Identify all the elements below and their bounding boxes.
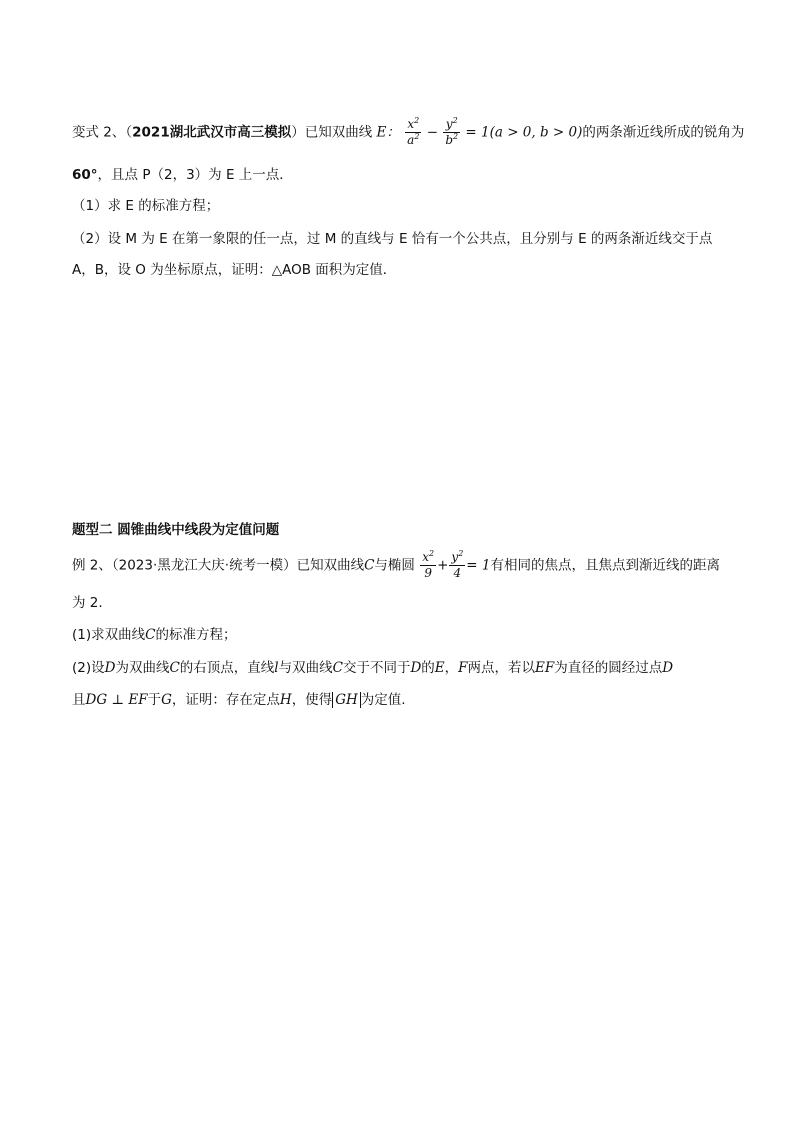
- q2-text: 与双曲线: [278, 660, 333, 676]
- frac-den: a: [407, 133, 415, 147]
- variant2-intro: ）已知双曲线: [291, 124, 373, 141]
- q2-var: E: [434, 660, 445, 676]
- q3-var: DG ⊥ EF: [85, 692, 148, 708]
- example2-prefix: 例 2、（2023·黑龙江大庆·统考一模）已知双曲线: [72, 557, 365, 574]
- variant2-eq-tail: = 1(a > 0, b > 0): [465, 124, 583, 141]
- variant2-prefix: 变式 2、（: [72, 124, 133, 141]
- variant2-question2-line2: A，B，设 O 为坐标原点，证明：△AOB 面积为定值．: [72, 262, 397, 278]
- q3-var: GH: [335, 692, 358, 708]
- q3-text: ，证明：存在定点: [171, 692, 280, 708]
- example2-line2: 为 2.: [72, 595, 103, 611]
- variant2-frac-x: $\frac{x^2}{a^2}$: [407, 116, 420, 147]
- plus-sign: +: [437, 557, 449, 574]
- variant2-frac-y: $\frac{y^2}{b^2}$: [445, 116, 459, 147]
- q2-text: 的: [421, 660, 435, 676]
- variant2-source: 2021湖北武汉市高三模拟: [132, 124, 292, 141]
- q2-text: ，: [444, 660, 459, 676]
- q2-text: 交于不同于: [342, 660, 411, 676]
- q2-text: 为双曲线: [115, 660, 170, 676]
- example2-tail: 有相同的焦点，且焦点到渐近线的距离: [490, 557, 720, 574]
- frac-num: y: [445, 117, 453, 131]
- q3-text: 为定值.: [360, 692, 406, 708]
- frac-den: 9: [424, 566, 432, 580]
- q3-var: H: [279, 692, 292, 708]
- example2-question2-line1: [72, 658, 673, 678]
- example2-frac-x: $\frac{x^2}{9}$: [422, 549, 435, 580]
- minus-sign: −: [426, 124, 439, 141]
- q1-post: 的标准方程；: [155, 627, 237, 643]
- q2-var: C: [332, 660, 343, 676]
- variant2-line2-rest: ，且点 P（2，3）为 E 上一点．: [97, 167, 293, 183]
- variant2-question2-line1: （2）设 M 为 E 在第一象限的任一点，过 M 的直线与 E 恰有一个公共点，且分别与 E 的两条渐近线交于点: [72, 231, 713, 247]
- section2-title: 题型二 圆锥曲线中线段为定值问题: [72, 522, 280, 538]
- variant2-line1: [72, 117, 744, 148]
- variant2-eq-label: E：: [376, 124, 400, 141]
- q3-text: 且: [72, 692, 86, 708]
- variant2-question1: （1）求 E 的标准方程；: [72, 198, 220, 214]
- curve-c: C: [364, 557, 375, 574]
- abs-gh: [332, 692, 361, 708]
- variant2-line2: [72, 165, 293, 185]
- example2-question1: [72, 625, 236, 645]
- frac-num: y: [451, 550, 459, 564]
- example2-eq-tail: = 1: [466, 557, 491, 574]
- q3-text: ，使得: [291, 692, 333, 708]
- q3-var: G: [161, 692, 172, 708]
- frac-den: 4: [453, 566, 462, 580]
- q2-var: D: [662, 660, 674, 676]
- q2-text: 两点，若以: [467, 660, 536, 676]
- q2-var: F: [458, 660, 468, 676]
- example2-line1: [72, 550, 720, 581]
- q1-pre: (1)求双曲线: [72, 627, 146, 643]
- q1-c: C: [145, 627, 156, 643]
- q2-var: C: [169, 660, 180, 676]
- example2-question2-line2: [72, 690, 406, 710]
- angle-value: 60°: [72, 167, 98, 183]
- frac-num: x: [407, 117, 415, 131]
- example2-mid: 与椭圆: [374, 557, 415, 574]
- q2-var: EF: [535, 660, 555, 676]
- q2-text: (2)设: [72, 660, 105, 676]
- q2-var: D: [104, 660, 116, 676]
- q3-text: 于: [147, 692, 162, 708]
- example2-frac-y: $\frac{y^2}{4}$: [451, 549, 464, 580]
- frac-den: b: [445, 133, 454, 147]
- frac-num: x: [422, 550, 429, 564]
- q2-var: l: [274, 660, 279, 676]
- q2-text: 为直径的圆经过点: [554, 660, 663, 676]
- q2-text: 的右顶点，直线: [179, 660, 275, 676]
- variant2-intro-tail: 的两条渐近线所成的锐角为: [582, 124, 745, 141]
- q2-var: D: [410, 660, 422, 676]
